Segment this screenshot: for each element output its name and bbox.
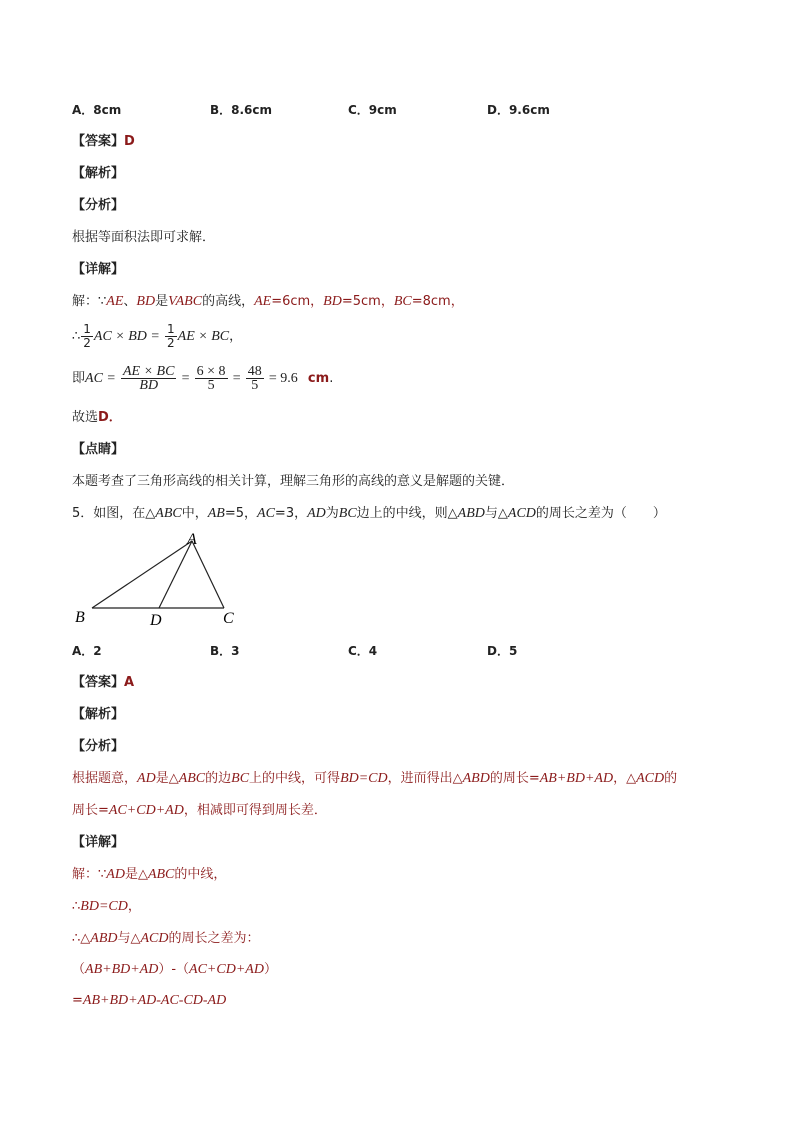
text: ，	[229, 329, 243, 344]
var: AB+BD+AD-AC-CD-AD	[82, 993, 227, 1008]
fenxi-label: 【分析】	[72, 198, 125, 213]
therefore-sign: ∴	[72, 329, 81, 344]
value: =8cm，	[411, 294, 464, 309]
var: ABD	[90, 931, 118, 946]
side-ab	[92, 541, 192, 608]
var: ACD	[507, 506, 536, 521]
fenxi-line-1	[72, 770, 677, 788]
detail-line-2	[72, 898, 141, 916]
equals: =	[181, 371, 190, 386]
var: BD=CD	[80, 899, 128, 914]
var: BC	[231, 771, 250, 786]
var: AD	[137, 771, 156, 786]
detail-line-5	[72, 992, 226, 1010]
text: ，相减即可得到周长差．	[183, 803, 327, 818]
value: =5cm，	[341, 294, 394, 309]
denominator: 5	[251, 378, 259, 393]
detail-line-1	[72, 293, 464, 311]
q5-stem	[72, 505, 666, 523]
text: .	[329, 371, 334, 386]
fraction	[246, 365, 264, 392]
formula-left: AC =	[85, 371, 116, 386]
numerator: 1	[83, 322, 91, 336]
answer-label: 【答案】	[72, 134, 125, 149]
equals: =	[232, 371, 241, 386]
var-bc: BC	[393, 294, 412, 309]
var: ABD	[462, 771, 490, 786]
var: ABD	[457, 506, 485, 521]
text: 是	[155, 294, 169, 309]
var: ABC	[155, 506, 182, 521]
detail-line-1	[72, 866, 226, 884]
dianjing-label: 【点睛】	[72, 442, 125, 457]
text: （	[72, 962, 86, 977]
value: =6cm，	[271, 294, 324, 309]
numerator: AE × BC	[123, 364, 175, 379]
var: AC	[257, 506, 275, 521]
var-ae: AE	[254, 294, 272, 309]
text: =3，	[274, 506, 308, 521]
answer-value: A	[124, 675, 135, 690]
var: AD	[307, 506, 326, 521]
var: AC+CD+AD	[189, 962, 264, 977]
choice-a: A．2	[72, 644, 102, 658]
var: ABC	[147, 867, 175, 882]
text: ，进而得出△	[387, 771, 463, 786]
fraction	[195, 365, 228, 392]
var: AC+CD+AD	[108, 803, 184, 818]
text: 的中线，	[174, 867, 227, 882]
text: ∴	[72, 899, 81, 914]
answer-row	[72, 133, 135, 151]
fenxi-label: 【分析】	[72, 739, 125, 754]
numerator: 6 × 8	[196, 364, 226, 379]
choice-b: B．3	[210, 644, 240, 658]
detail-label: 【详解】	[72, 835, 125, 850]
formula-1	[72, 322, 242, 352]
answer-label: 【答案】	[72, 675, 125, 690]
denominator: 2	[83, 336, 91, 350]
detail-line-3	[72, 930, 260, 948]
var: AB+BD+AD	[539, 771, 614, 786]
var: ABC	[178, 771, 206, 786]
text: ）-（	[158, 962, 190, 977]
median-ad	[159, 541, 192, 608]
var-ae: AE	[106, 294, 124, 309]
var: AB	[207, 506, 225, 521]
numerator: 48	[247, 364, 262, 379]
formula-right: AE × BC	[177, 329, 230, 344]
answer-value: D	[124, 134, 135, 149]
text: 与△	[484, 506, 508, 521]
var-bd: BD	[323, 294, 342, 309]
text: 解：∵	[72, 867, 107, 882]
var: ACD	[140, 931, 169, 946]
text: 边上的中线，则△	[356, 506, 458, 521]
choice-d: D．9.6cm	[487, 103, 550, 117]
text: 的边	[205, 771, 232, 786]
analysis-label: 【解析】	[72, 166, 125, 181]
text: 解：∵	[72, 294, 107, 309]
var: BD=CD	[340, 771, 388, 786]
label-b: B	[75, 609, 85, 626]
fraction-half	[81, 323, 93, 350]
choice-a: A．8cm	[72, 103, 122, 117]
numerator: 1	[167, 322, 175, 336]
choice-b: B．8.6cm	[210, 103, 273, 117]
fenxi-line-2	[72, 802, 327, 820]
label-a: A	[187, 531, 197, 548]
fenxi-text: 根据等面积法即可求解．	[72, 230, 216, 245]
dianjing-text: 本题考查了三角形高线的相关计算，理解三角形的高线的意义是解题的关键．	[72, 474, 515, 489]
text: 即	[72, 371, 86, 386]
text: 是△	[124, 867, 148, 882]
answer-row	[72, 674, 134, 692]
text: 、	[123, 294, 137, 309]
conclusion	[72, 409, 122, 427]
analysis-label: 【解析】	[72, 707, 125, 722]
text: 中，	[181, 506, 208, 521]
formula-2	[72, 364, 333, 394]
text: 的周长之差为（ ）	[535, 506, 666, 521]
var-bd: BD	[136, 294, 156, 309]
text: 的	[664, 771, 678, 786]
text: ，	[127, 899, 141, 914]
var: AD	[106, 867, 125, 882]
side-ac	[192, 541, 224, 608]
text: =5，	[224, 506, 258, 521]
detail-line-4	[72, 961, 277, 979]
text: 5．如图，在△	[72, 506, 156, 521]
text: 上的中线，可得	[249, 771, 341, 786]
var-triangle: VABC	[168, 294, 203, 309]
text: 根据题意，	[72, 771, 138, 786]
fraction	[121, 365, 176, 392]
text: =	[72, 993, 83, 1008]
text: 周长=	[72, 803, 109, 818]
unit: cm	[307, 371, 330, 386]
denominator: 2	[167, 336, 175, 350]
choice-c: C．9cm	[348, 103, 397, 117]
formula-left: AC × BD =	[93, 329, 160, 344]
choice-c: C．4	[348, 644, 378, 658]
text: 的周长=	[489, 771, 540, 786]
var: BC	[338, 506, 357, 521]
var: ACD	[636, 771, 665, 786]
fraction-half	[165, 323, 177, 350]
text: 故选	[72, 410, 99, 425]
denominator: 5	[207, 378, 215, 393]
text: ，△	[613, 771, 637, 786]
text: 的高线，	[202, 294, 255, 309]
triangle-figure	[70, 528, 250, 632]
label-c: C	[223, 610, 234, 627]
result: = 9.6	[268, 371, 298, 386]
text: 是△	[155, 771, 179, 786]
text: 与△	[117, 931, 141, 946]
text: 为	[325, 506, 339, 521]
chosen-option: D．	[98, 410, 122, 425]
detail-label: 【详解】	[72, 262, 125, 277]
denominator: BD	[139, 378, 159, 393]
text: ）	[263, 962, 277, 977]
choice-d: D．5	[487, 644, 518, 658]
text: 的周长之差为：	[168, 931, 260, 946]
var: AB+BD+AD	[85, 962, 159, 977]
label-d: D	[150, 612, 162, 629]
text: ∴△	[72, 931, 91, 946]
